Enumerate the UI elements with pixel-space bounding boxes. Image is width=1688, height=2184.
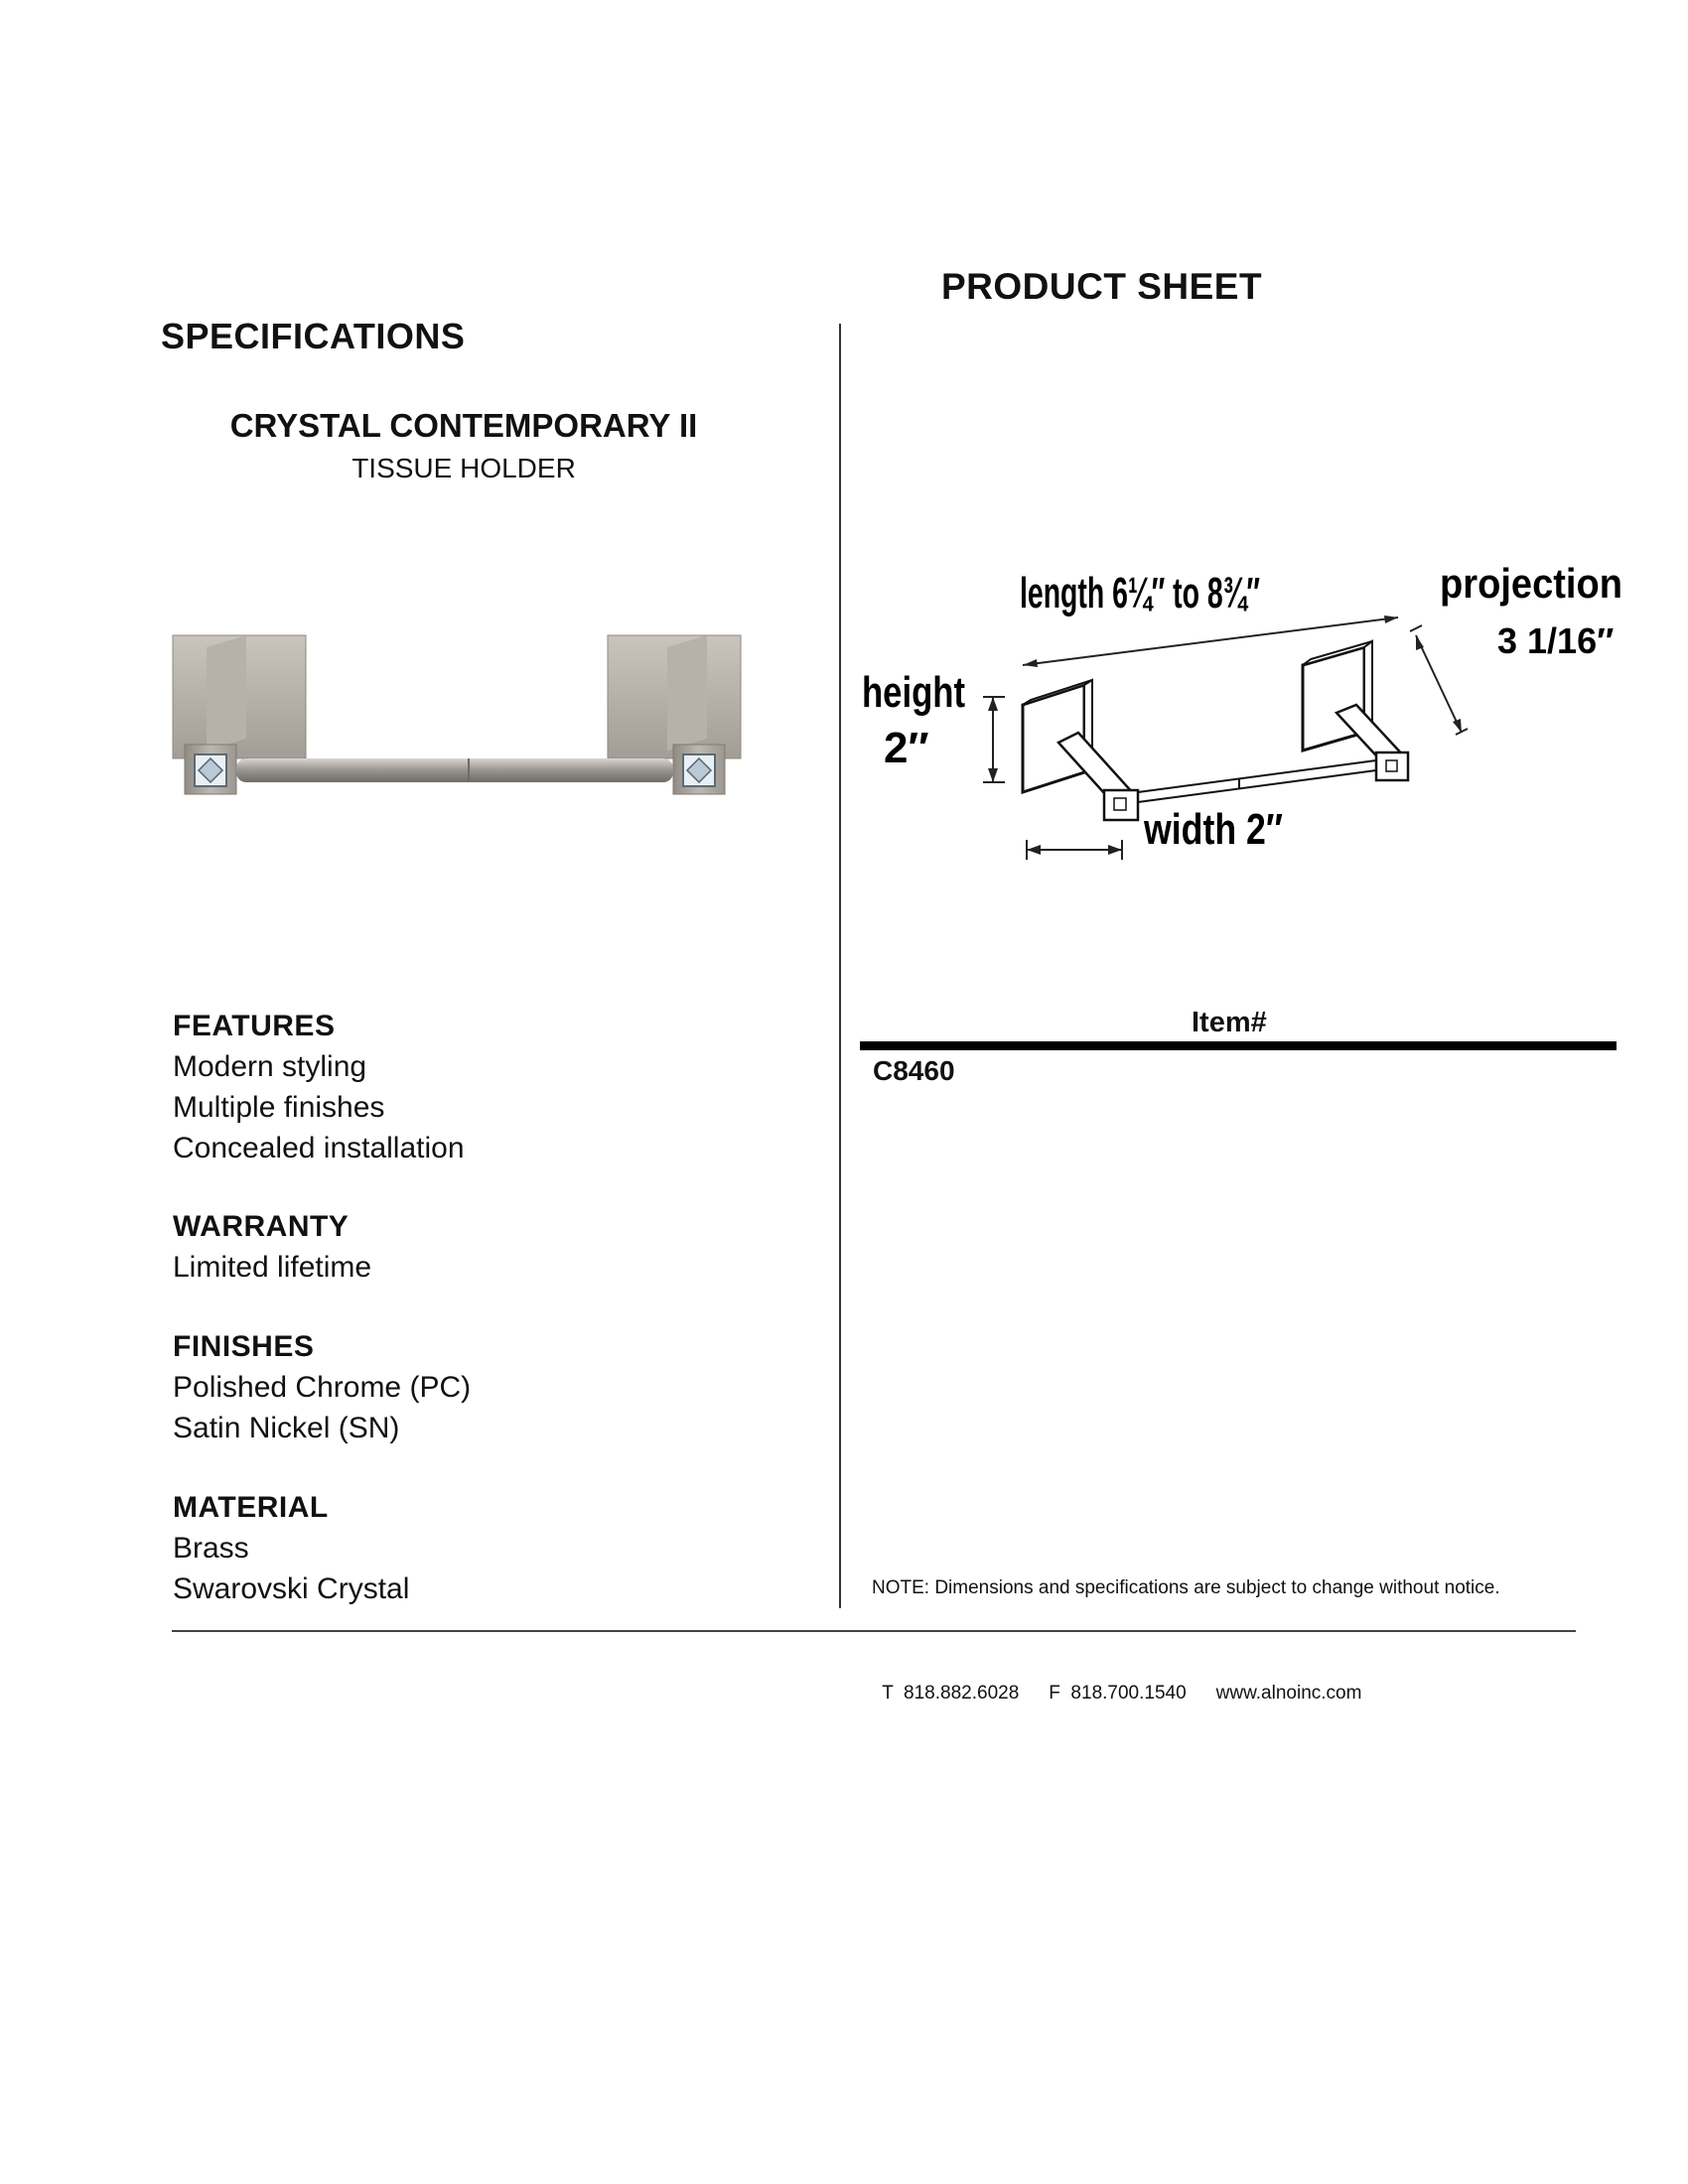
disclaimer-note: NOTE: Dimensions and specifications are subject to change without notice. (872, 1577, 1500, 1598)
footer-website[interactable]: www.alnoinc.com (1215, 1683, 1362, 1704)
list-item: Modern styling (173, 1050, 367, 1083)
list-item: Concealed installation (173, 1132, 465, 1164)
footer-phone: T 818.882.6028 (882, 1683, 1020, 1704)
product-image (171, 627, 745, 804)
item-table-header: Item# (1192, 1007, 1267, 1038)
height-label: height (862, 668, 966, 717)
material-section (173, 1488, 409, 1609)
list-item: Swarovski Crystal (173, 1572, 410, 1605)
item-code: C8460 (873, 1055, 955, 1086)
height-value: 2″ (884, 724, 929, 772)
finishes-section (173, 1327, 471, 1448)
length-label: length 6¼″ to 8¾″ (1020, 569, 1260, 617)
item-table-rule (860, 1041, 1617, 1050)
specifications-heading: SPECIFICATIONS (161, 316, 466, 356)
column-divider (839, 324, 841, 1608)
features-heading: FEATURES (173, 1010, 336, 1042)
product-type: TISSUE HOLDER (352, 453, 576, 483)
list-item: Brass (173, 1532, 249, 1565)
warranty-heading: WARRANTY (173, 1210, 350, 1243)
footer-fax: F 818.700.1540 (1049, 1683, 1187, 1704)
list-item: Polished Chrome (PC) (173, 1371, 472, 1404)
footer-contact (872, 1661, 1391, 1705)
dimension-diagram (854, 556, 1628, 884)
projection-value: 3 1/16″ (1497, 620, 1615, 661)
page-title: PRODUCT SHEET (941, 266, 1263, 307)
features-section (173, 1007, 465, 1168)
width-label: width 2″ (1143, 805, 1283, 854)
product-name: CRYSTAL CONTEMPORARY II (229, 407, 698, 444)
list-item: Limited lifetime (173, 1251, 372, 1284)
list-item: Satin Nickel (SN) (173, 1412, 400, 1444)
finishes-heading: FINISHES (173, 1330, 315, 1363)
material-heading: MATERIAL (173, 1491, 329, 1524)
list-item: Multiple finishes (173, 1091, 385, 1124)
warranty-section (173, 1207, 371, 1288)
projection-label: projection (1440, 560, 1622, 607)
footer-divider (172, 1630, 1576, 1632)
